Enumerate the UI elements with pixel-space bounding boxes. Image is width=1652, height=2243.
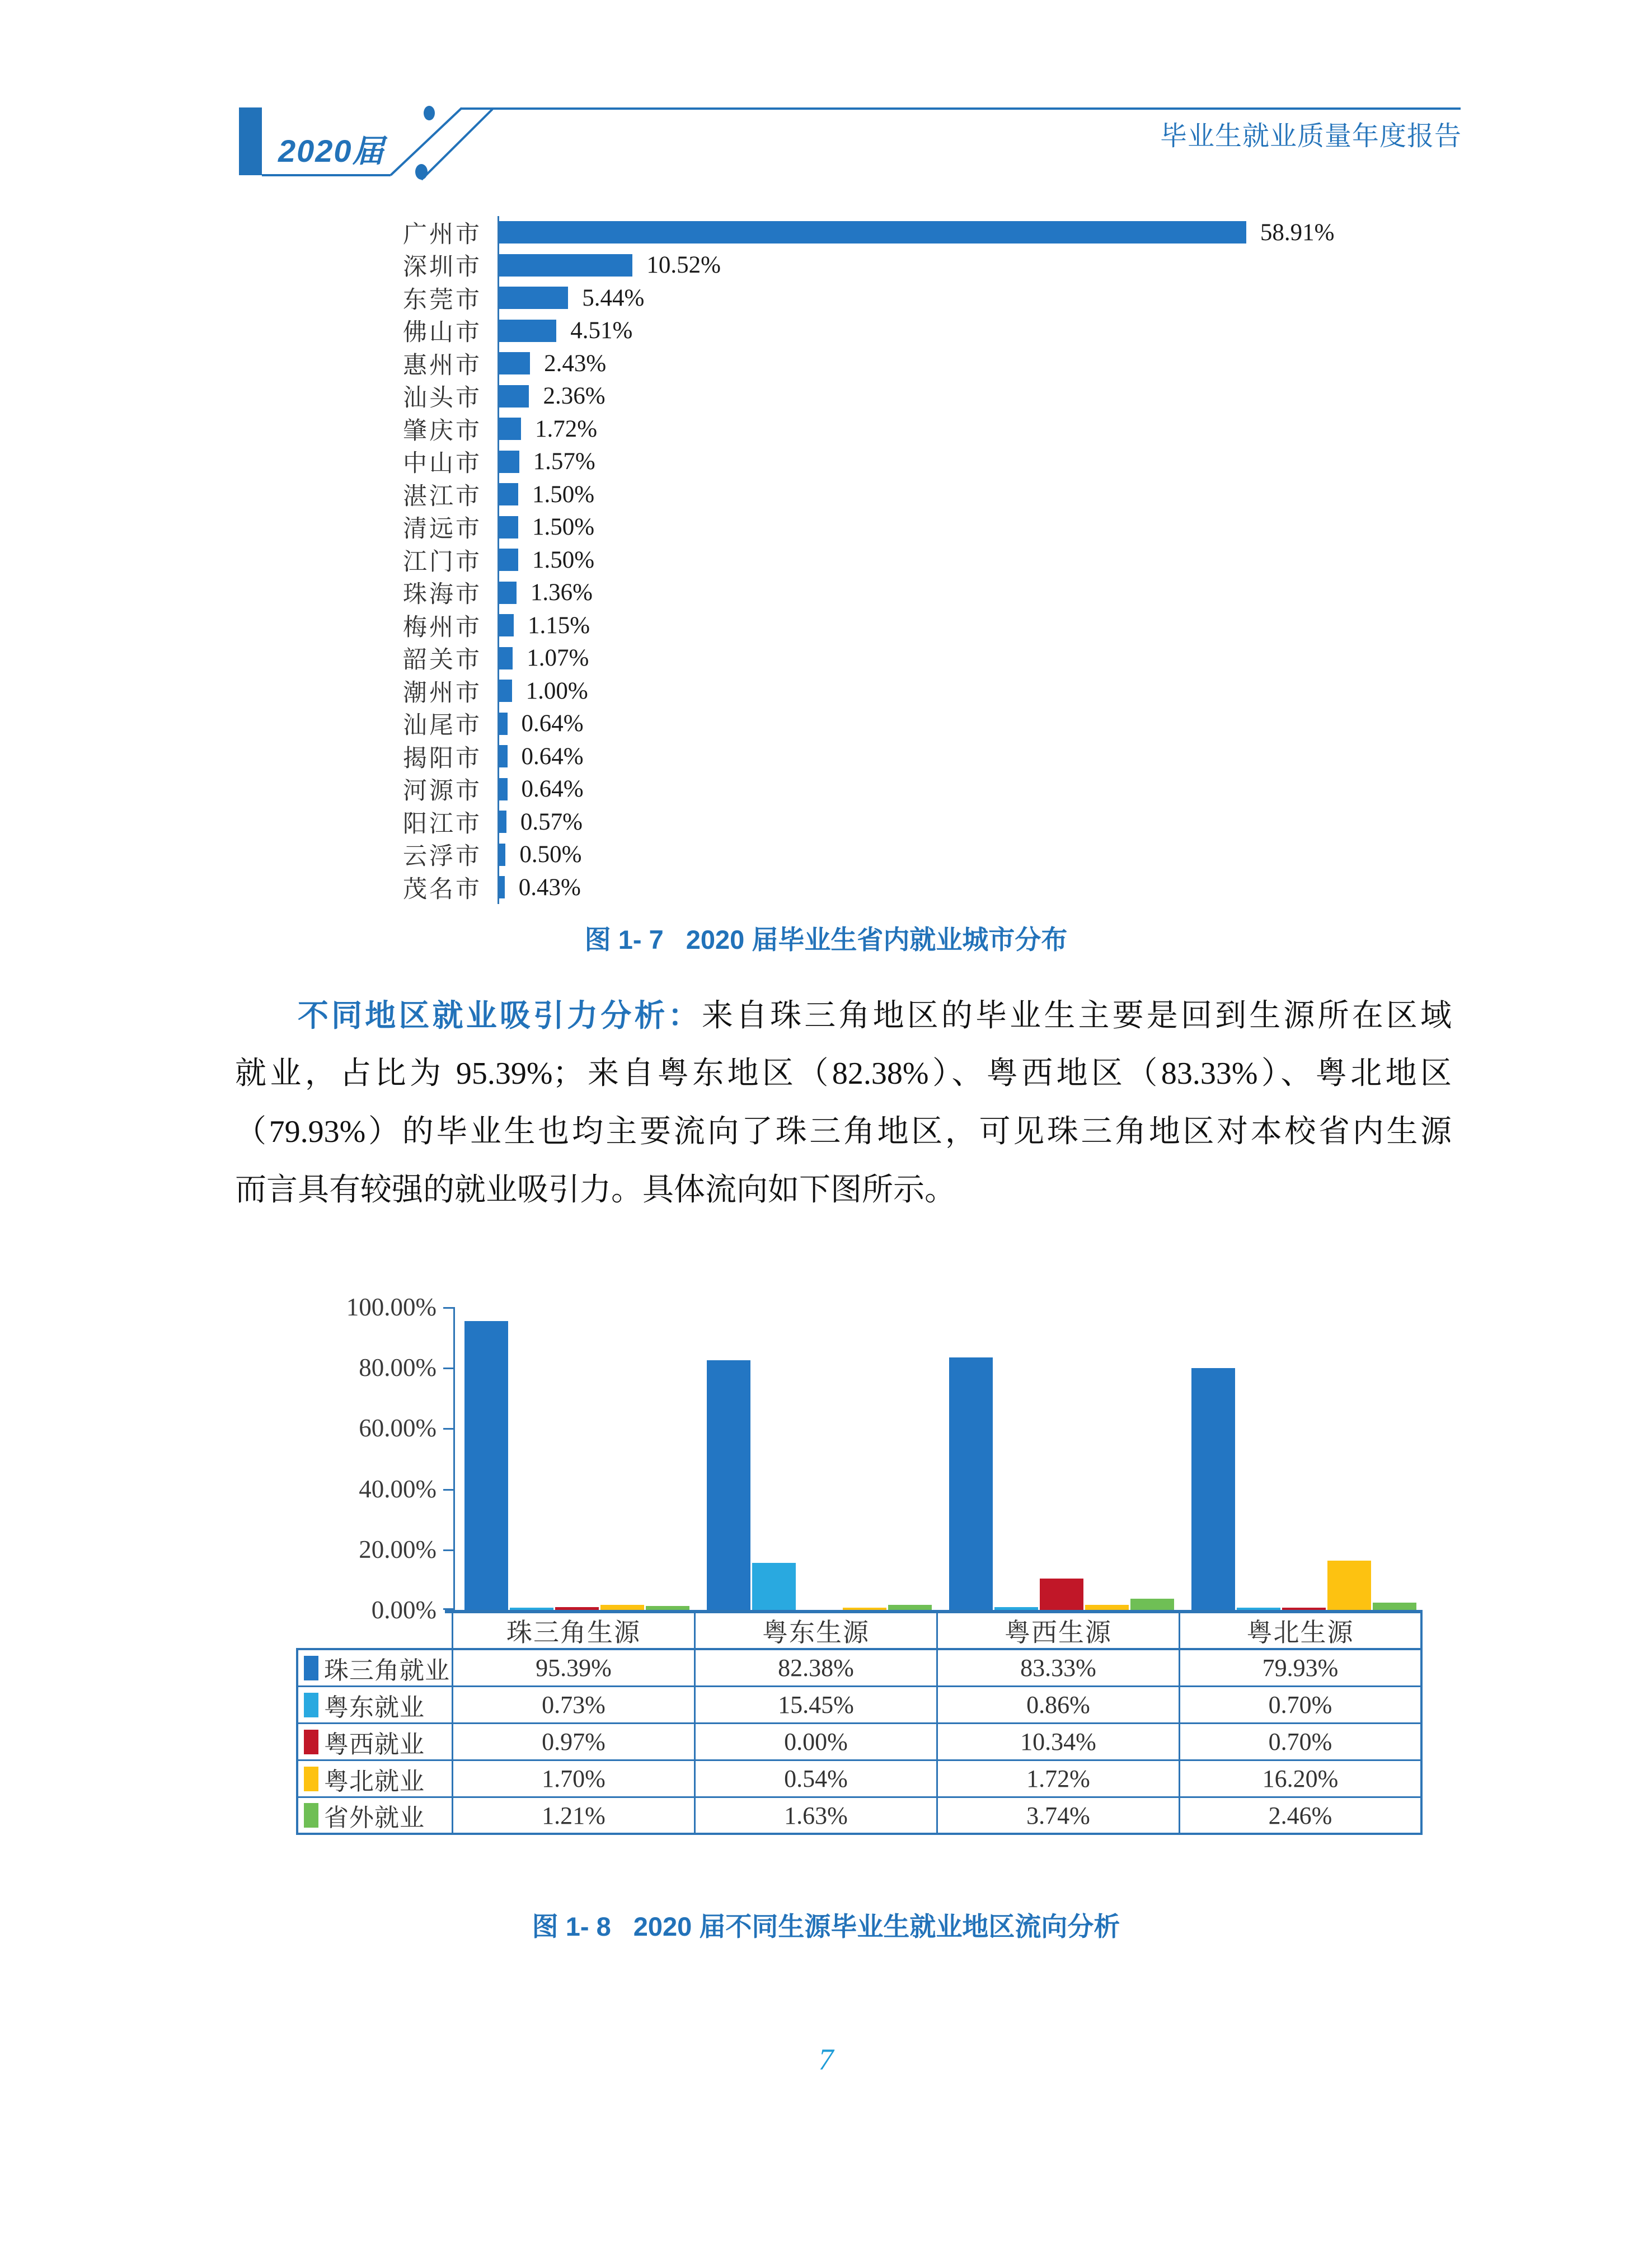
chart1-bar-zone xyxy=(498,478,1652,511)
chart2-y-tick-label: 100.00% xyxy=(346,1293,437,1321)
paragraph-lead: 不同地区就业吸引力分析： xyxy=(298,998,702,1033)
chart1-value-label: 10.52% xyxy=(646,252,721,279)
chart1-bar-zone xyxy=(498,347,1652,380)
analysis-paragraph xyxy=(235,986,1452,1219)
chart1-value-label: 1.72% xyxy=(534,415,598,442)
figure8-caption-title: 2020 届不同生源毕业生就业地区流向分析 xyxy=(633,1912,1120,1941)
chart1-bar xyxy=(499,451,519,473)
chart1-bar xyxy=(499,647,513,669)
chart2-table-value-cell: 1.72% xyxy=(938,1761,1180,1798)
chart1-row xyxy=(0,773,1652,806)
chart2-table-value-cell: 16.20% xyxy=(1180,1761,1423,1798)
chart1-bar-zone xyxy=(498,642,1652,675)
chart2-table-value-cell: 0.00% xyxy=(696,1724,938,1761)
chart2-table-value-cell: 0.70% xyxy=(1180,1687,1423,1724)
header-report-title: 毕业生就业质量年度报告 xyxy=(1160,121,1462,151)
chart1-bar-zone xyxy=(498,380,1652,413)
chart2-y-tick-label: 40.00% xyxy=(359,1474,437,1503)
chart1-bar-zone xyxy=(498,249,1652,282)
chart1-row xyxy=(0,413,1652,446)
chart1-bar xyxy=(499,516,518,538)
chart1-row xyxy=(0,806,1652,839)
chart1-bar xyxy=(499,680,512,702)
paragraph-line-2: 就业，占比为 95.39%；来自粤东地区（82.38%）、粤西地区（83.33%）、粤北地区 xyxy=(235,1056,1452,1091)
chart2-y-tick-label: 80.00% xyxy=(359,1354,437,1382)
chart1-category-label: 深圳市 xyxy=(403,254,482,281)
chart1-category-label: 湛江市 xyxy=(403,483,482,510)
figure8-plot xyxy=(453,1307,1424,1610)
chart1-value-label: 0.64% xyxy=(521,710,584,737)
legend-swatch-icon xyxy=(304,1767,318,1791)
chart2-bar xyxy=(752,1563,796,1610)
chart1-bar-zone xyxy=(498,806,1652,839)
chart2-bar xyxy=(1040,1579,1083,1610)
chart1-value-label: 0.64% xyxy=(521,776,584,803)
chart2-bar xyxy=(1191,1368,1235,1610)
chart2-legend-cell xyxy=(296,1761,453,1798)
legend-series-name: 省外就业 xyxy=(324,1804,425,1832)
chart1-value-label: 1.57% xyxy=(533,448,595,475)
chart1-value-label: 1.07% xyxy=(527,645,589,672)
chart2-bar xyxy=(600,1605,644,1610)
chart2-axis-tick xyxy=(443,1549,453,1551)
chart2-bar xyxy=(464,1321,508,1610)
chart1-value-label: 1.36% xyxy=(530,579,593,606)
chart1-bar xyxy=(499,844,505,866)
chart1-bar-zone xyxy=(498,216,1652,249)
chart2-axis-tick xyxy=(443,1307,453,1309)
chart2-table-category-header: 粤东生源 xyxy=(696,1613,938,1650)
chart1-bar xyxy=(499,352,530,374)
chart1-bar xyxy=(499,582,517,604)
chart2-legend-cell xyxy=(296,1798,453,1835)
legend-swatch-icon xyxy=(304,1656,318,1680)
chart1-bar-zone xyxy=(498,708,1652,741)
chart2-bar xyxy=(707,1360,750,1610)
chart2-y-tick-label: 0.00% xyxy=(371,1596,437,1624)
chart1-category-label: 广州市 xyxy=(403,221,482,248)
chart2-axis-tick xyxy=(443,1428,453,1430)
chart2-table-category-header: 粤北生源 xyxy=(1180,1613,1423,1650)
chart1-category-label: 河源市 xyxy=(403,778,482,805)
chart1-bar-zone xyxy=(498,282,1652,315)
chart1-bar xyxy=(499,483,518,505)
chart2-bar xyxy=(1130,1599,1174,1610)
chart2-table-value-cell: 10.34% xyxy=(938,1724,1180,1761)
chart1-category-label: 佛山市 xyxy=(403,320,482,346)
chart2-table-corner-cell xyxy=(296,1613,453,1650)
chart1-value-label: 0.64% xyxy=(521,743,584,770)
paragraph-line-3: （79.93%）的毕业生也均主要流向了珠三角地区，可见珠三角地区对本校省内生源 xyxy=(235,1115,1452,1149)
chart1-bar-zone xyxy=(498,871,1652,904)
figure8-caption-label: 图 1- 8 xyxy=(532,1912,611,1941)
chart1-bar-zone xyxy=(498,675,1652,708)
chart1-category-label: 东莞市 xyxy=(403,287,482,313)
chart1-row xyxy=(0,708,1652,741)
chart1-row xyxy=(0,675,1652,708)
chart1-value-label: 1.50% xyxy=(532,481,595,508)
chart1-bar-zone xyxy=(498,446,1652,479)
chart1-value-label: 1.00% xyxy=(525,677,588,704)
chart1-category-label: 肇庆市 xyxy=(403,418,482,444)
chart1-row xyxy=(0,609,1652,642)
chart1-row xyxy=(0,347,1652,380)
chart1-value-label: 4.51% xyxy=(570,317,633,344)
chart1-category-label: 阳江市 xyxy=(403,811,482,837)
chart1-bar xyxy=(499,549,518,571)
chart1-bar xyxy=(499,418,521,440)
chart1-bar xyxy=(499,254,632,277)
chart1-bar xyxy=(499,811,506,833)
chart1-bar-zone xyxy=(498,544,1652,577)
chart1-bar xyxy=(499,385,529,408)
chart1-category-label: 江门市 xyxy=(403,549,482,575)
figure7-caption-title: 2020 届毕业生省内就业城市分布 xyxy=(686,925,1068,954)
legend-series-name: 粤西就业 xyxy=(324,1730,425,1758)
chart1-bar-zone xyxy=(498,577,1652,610)
chart1-value-label: 5.44% xyxy=(582,284,645,311)
page-number: 7 xyxy=(818,2043,834,2076)
chart2-table-value-cell: 3.74% xyxy=(938,1798,1180,1835)
figure7-chart xyxy=(0,216,1652,904)
chart1-row xyxy=(0,315,1652,348)
chart2-legend-cell xyxy=(296,1724,453,1761)
chart2-table-value-cell: 15.45% xyxy=(696,1687,938,1724)
chart2-table-value-cell: 82.38% xyxy=(696,1650,938,1687)
chart1-bar xyxy=(499,287,568,309)
chart1-row xyxy=(0,577,1652,610)
chart1-row xyxy=(0,446,1652,479)
legend-swatch-icon xyxy=(304,1693,318,1717)
chart1-category-label: 清远市 xyxy=(403,516,482,543)
chart1-category-label: 汕头市 xyxy=(403,385,482,412)
chart1-row xyxy=(0,839,1652,872)
chart2-table-value-cell: 95.39% xyxy=(453,1650,696,1687)
chart2-table-value-cell: 0.73% xyxy=(453,1687,696,1724)
chart1-row xyxy=(0,511,1652,544)
chart2-legend-cell xyxy=(296,1687,453,1724)
chart2-table-value-cell: 0.70% xyxy=(1180,1724,1423,1761)
chart2-table-value-cell: 0.54% xyxy=(696,1761,938,1798)
chart2-table-value-cell: 0.86% xyxy=(938,1687,1180,1724)
chart1-category-label: 珠海市 xyxy=(403,582,482,608)
chart1-value-label: 1.50% xyxy=(532,546,595,573)
chart2-table-value-cell: 1.63% xyxy=(696,1798,938,1835)
chart1-value-label: 0.43% xyxy=(518,874,581,901)
chart2-bar xyxy=(1373,1603,1416,1610)
chart1-category-label: 中山市 xyxy=(403,451,482,477)
chart2-y-tick-label: 20.00% xyxy=(359,1535,437,1563)
figure8-y-axis-labels xyxy=(241,1293,437,1624)
paragraph-line-1-text: 来自珠三角地区的毕业生主要是回到生源所在区域 xyxy=(701,999,1452,1033)
chart1-row xyxy=(0,380,1652,413)
chart1-row xyxy=(0,216,1652,249)
chart1-category-label: 云浮市 xyxy=(403,844,482,870)
chart1-row xyxy=(0,740,1652,773)
figure8-caption xyxy=(0,1906,1652,1944)
figure7-caption-label: 图 1- 7 xyxy=(584,925,664,954)
chart1-category-label: 梅州市 xyxy=(403,614,482,641)
chart1-category-label: 揭阳市 xyxy=(403,745,482,772)
legend-series-name: 珠三角就业 xyxy=(324,1656,450,1684)
chart1-row xyxy=(0,478,1652,511)
chart1-bar xyxy=(499,614,514,636)
figure7-caption xyxy=(0,919,1652,957)
chart2-table-value-cell: 79.93% xyxy=(1180,1650,1423,1687)
chart1-category-label: 韶关市 xyxy=(403,647,482,674)
chart2-bar xyxy=(646,1606,689,1610)
chart2-bar xyxy=(1327,1561,1371,1610)
legend-series-name: 粤东就业 xyxy=(324,1693,425,1721)
chart1-bar-zone xyxy=(498,413,1652,446)
paragraph-line-1 xyxy=(235,986,1452,1045)
chart2-axis-tick xyxy=(443,1368,453,1369)
chart1-value-label: 2.36% xyxy=(543,383,606,410)
chart2-table-value-cell: 0.97% xyxy=(453,1724,696,1761)
legend-swatch-icon xyxy=(304,1803,318,1828)
chart1-value-label: 58.91% xyxy=(1260,219,1335,246)
legend-swatch-icon xyxy=(304,1730,318,1754)
chart1-category-label: 潮州市 xyxy=(403,680,482,706)
chart1-bar xyxy=(499,713,508,735)
figure8-table xyxy=(296,1613,1423,1835)
chart1-value-label: 2.43% xyxy=(544,350,607,377)
chart1-bar-zone xyxy=(498,609,1652,642)
chart1-category-label: 汕尾市 xyxy=(403,713,482,739)
chart1-row xyxy=(0,544,1652,577)
chart1-value-label: 0.57% xyxy=(520,808,583,835)
chart1-category-label: 茂名市 xyxy=(403,876,482,903)
chart2-table-value-cell: 1.70% xyxy=(453,1761,696,1798)
chart1-bar xyxy=(499,745,508,767)
chart1-value-label: 1.15% xyxy=(528,612,590,639)
chart1-row xyxy=(0,282,1652,315)
chart2-bar xyxy=(888,1605,932,1610)
chart1-bar xyxy=(499,876,505,898)
chart1-bar-zone xyxy=(498,740,1652,773)
chart1-bar-zone xyxy=(498,839,1652,872)
chart1-bar-zone xyxy=(498,511,1652,544)
chart2-table-value-cell: 83.33% xyxy=(938,1650,1180,1687)
chart1-bar xyxy=(499,778,508,800)
chart2-table-value-cell: 2.46% xyxy=(1180,1798,1423,1835)
chart1-bar-zone xyxy=(498,315,1652,348)
chart1-row xyxy=(0,642,1652,675)
paragraph-line-4: 而言具有较强的就业吸引力。具体流向如下图所示。 xyxy=(235,1173,956,1207)
chart2-y-tick-label: 60.00% xyxy=(359,1414,437,1443)
chart2-bar xyxy=(1085,1605,1129,1610)
chart2-table-category-header: 珠三角生源 xyxy=(453,1613,696,1650)
header-edition: 2020届 xyxy=(278,133,385,168)
legend-series-name: 粤北就业 xyxy=(324,1767,425,1795)
chart2-legend-cell xyxy=(296,1650,453,1687)
chart1-row xyxy=(0,871,1652,904)
chart2-axis-tick xyxy=(443,1489,453,1491)
chart1-bar xyxy=(499,221,1246,244)
chart1-row xyxy=(0,249,1652,282)
chart1-value-label: 1.50% xyxy=(532,514,595,541)
chart1-value-label: 0.50% xyxy=(519,841,582,868)
chart1-bar xyxy=(499,320,556,342)
chart2-bar xyxy=(949,1357,993,1610)
chart2-table-category-header: 粤西生源 xyxy=(938,1613,1180,1650)
chart1-category-label: 惠州市 xyxy=(403,352,482,379)
chart1-bar-zone xyxy=(498,773,1652,806)
chart2-table-value-cell: 1.21% xyxy=(453,1798,696,1835)
